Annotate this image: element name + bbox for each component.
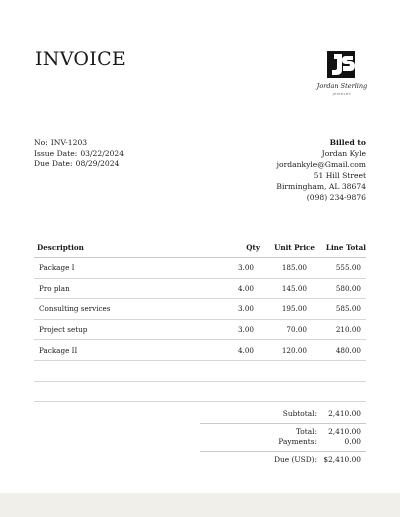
client-street: 51 Hill Street bbox=[313, 170, 366, 180]
item-unit-price: 195.00 bbox=[260, 299, 315, 320]
payments-label: Payments: bbox=[278, 437, 317, 446]
item-unit-price: 145.00 bbox=[260, 278, 315, 299]
item-qty: 3.00 bbox=[215, 258, 260, 279]
invoice-number-value: INV-1203 bbox=[50, 138, 88, 147]
total-value: 2,410.00 bbox=[328, 426, 361, 436]
brand-tagline: JEWELRY bbox=[332, 92, 352, 96]
payments-value: 0.00 bbox=[344, 437, 361, 446]
item-unit-price bbox=[260, 381, 315, 402]
line-items-table bbox=[34, 237, 366, 402]
item-description: Pro plan bbox=[34, 278, 215, 299]
item-qty bbox=[215, 381, 260, 402]
due-date-row bbox=[34, 159, 124, 170]
item-line-total bbox=[315, 360, 366, 381]
item-unit-price: 120.00 bbox=[260, 340, 315, 361]
client-email: jordankyle@Gmail.com bbox=[276, 159, 366, 169]
client-city: Birmingham, AL 38674 bbox=[276, 181, 366, 191]
item-line-total: 480.00 bbox=[315, 340, 366, 361]
item-unit-price: 185.00 bbox=[260, 258, 315, 279]
item-description: Package I bbox=[34, 258, 215, 279]
invoice-title: INVOICE bbox=[35, 48, 127, 70]
issue-date-label: Issue Date: bbox=[34, 148, 78, 158]
monogram-mark bbox=[316, 48, 368, 80]
item-line-total bbox=[315, 381, 366, 402]
item-line-total: 580.00 bbox=[315, 278, 366, 299]
item-qty: 4.00 bbox=[215, 278, 260, 299]
header-unit-price: Unit Price bbox=[260, 237, 315, 258]
item-unit-price bbox=[260, 360, 315, 381]
total-row bbox=[200, 427, 366, 438]
item-unit-price: 70.00 bbox=[260, 319, 315, 340]
client-name: Jordan Kyle bbox=[321, 148, 366, 158]
item-qty: 3.00 bbox=[215, 299, 260, 320]
invoice-meta bbox=[34, 138, 124, 170]
table-row-empty bbox=[34, 381, 366, 402]
amount-due-row bbox=[200, 455, 366, 466]
totals-divider bbox=[200, 451, 366, 452]
totals-block bbox=[200, 409, 366, 465]
amount-due-label: Due (USD): bbox=[274, 454, 317, 464]
invoice-number-label: No: bbox=[34, 138, 48, 147]
item-qty: 3.00 bbox=[215, 319, 260, 340]
item-description: Project setup bbox=[34, 319, 215, 340]
table-row bbox=[34, 258, 366, 279]
item-qty bbox=[215, 360, 260, 381]
item-description bbox=[34, 360, 215, 381]
issue-date-row bbox=[34, 149, 124, 160]
issue-date-value: 03/22/2024 bbox=[80, 148, 125, 158]
header-line-total: Line Total bbox=[315, 237, 366, 258]
table-row bbox=[34, 278, 366, 299]
header-description: Description bbox=[34, 237, 215, 258]
client-phone: (098) 234-9876 bbox=[306, 192, 366, 202]
table-header-row bbox=[34, 237, 366, 258]
item-qty: 4.00 bbox=[215, 340, 260, 361]
header-qty: Qty bbox=[215, 237, 260, 258]
item-line-total: 210.00 bbox=[315, 319, 366, 340]
item-line-total: 555.00 bbox=[315, 258, 366, 279]
subtotal-label: Subtotal: bbox=[282, 409, 317, 418]
invoice-number-row bbox=[34, 138, 124, 149]
item-description: Consulting services bbox=[34, 299, 215, 320]
item-line-total: 585.00 bbox=[315, 299, 366, 320]
subtotal-value: 2,410.00 bbox=[328, 409, 361, 418]
total-label: Total: bbox=[295, 426, 317, 436]
item-description bbox=[34, 381, 215, 402]
brand-script-name: Jordan Sterling bbox=[316, 82, 368, 90]
amount-due-value: $2,410.00 bbox=[323, 454, 361, 464]
totals-divider bbox=[200, 423, 366, 424]
table-row-empty bbox=[34, 360, 366, 381]
subtotal-row bbox=[200, 409, 366, 420]
billed-to-block bbox=[276, 138, 366, 203]
due-date-label: Due Date: bbox=[34, 159, 73, 168]
payments-row bbox=[200, 437, 366, 448]
table-row bbox=[34, 319, 366, 340]
table-row bbox=[34, 299, 366, 320]
brand-logo bbox=[316, 48, 368, 100]
item-description: Package II bbox=[34, 340, 215, 361]
billed-to-heading: Billed to bbox=[329, 138, 366, 147]
table-row bbox=[34, 340, 366, 361]
due-date-value: 08/29/2024 bbox=[75, 159, 120, 168]
